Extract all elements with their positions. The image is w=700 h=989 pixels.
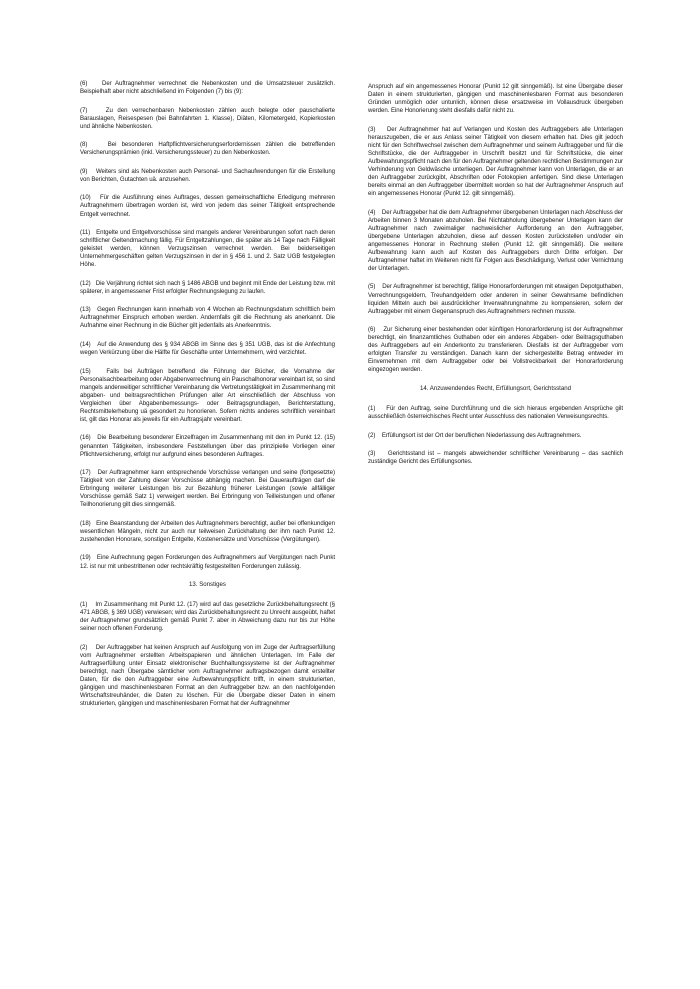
section-heading-14: 14. Anzuwendendes Recht, Erfüllungsort, Gerichtsstand [419, 384, 572, 392]
paragraph-13-5: (5) Der Auftragnehmer ist berechtigt, fällige Honorarforderungen mit etwaigen Depotguthaben, Verrechnungsgeldern, Treuhandgeldern oder anderen in seiner Gewahrsame befindlichen liquiden Mitteln auch bei ausdrücklicher Inverwahrungnahme zu kompensieren, sofern der Auftraggeber mit einem Gegenanspruch des Auftragnehmers rechnen musste. [368, 283, 623, 315]
paragraph-12-14: (14) Auf die Anwendung des § 934 ABGB im Sinne des § 351 UGB, das ist die Anfechtung wegen Verkürzung über die Hälfte für Geschäfte unter Unternehmern, wird verzichtet. [80, 341, 335, 357]
paragraph-12-16: (16) Die Bearbeitung besonderer Einzelfragen im Zusammenhang mit den im Punkt 12. (15) genannten Tätigkeiten, insbesondere Feststellungen über das prinzipielle Vorliegen einer Pflichtversicherung, erfolgt nur aufgrund eines besonderen Auftrages. [80, 434, 335, 458]
paragraph-12-11: (11) Entgelte und Entgeltvorschüsse sind mangels anderer Vereinbarungen sofort nach deren schriftlicher Geltendmachung fällig. Für Entgeltzahlungen, die später als 14 Tage nach Fälligkeit geleistet werden, können Verzugszinsen verrechnet werden. Bei beiderseitigen Unternehmergeschäften gelten Verzugszinsen in der in § 456 1. und 2. Satz UGB festgelegten Höhe. [80, 229, 335, 269]
paragraph-14-1: (1) Für den Auftrag, seine Durchführung und die sich hieraus ergebenden Ansprüche gilt ausschließlich österreichisches Recht unter Ausschluss des nationalen Verweisungsrechts. [368, 404, 623, 420]
paragraph-13-1: (1) Im Zusammenhang mit Punkt 12. (17) wird auf das gesetzliche Zurückbehaltungsrecht (§ 471 ABGB, § 369 UGB) verwiesen; wird das Zurückbehaltungsrecht zu Unrecht ausgeübt, haftet der Auftragnehmer grundsätzlich gemäß Punkt 7. aber in Abweichung dazu nur bis zur Höhe seiner noch offenen Forderung. [80, 601, 335, 633]
paragraph-14-3: (3) Gerichtsstand ist – mangels abweichender schriftlicher Vereinbarung – das sachlich zuständige Gericht des Erfüllungsortes. [368, 450, 623, 466]
paragraph-12-12: (12) Die Verjährung richtet sich nach § 1486 ABGB und beginnt mit Ende der Leistung bzw. mit späterer, in angemessener Frist erfolgter Rechnungslegung zu laufen. [80, 279, 335, 295]
paragraph-13-6: (6) Zur Sicherung einer bestehenden oder künftigen Honorarforderung ist der Auftragnehmer berechtigt, ein finanzamtliches Guthaben oder ein anderes Abgaben- oder Beitragsguthaben des Auftraggebers auf ein Anderkonto zu transferieren. Diesfalls ist der Auftraggeber vom erfolgten Transfer zu verständigen. Danach kann der sichergestellte Betrag entweder im Einvernehmen mit dem Auftraggeber oder bei Vollstreckbarkeit der Honorarforderung eingezogen werden. [368, 326, 623, 374]
paragraph-13-2-continued: Anspruch auf ein angemessenes Honorar (Punkt 12 gilt sinngemäß). Ist eine Übergabe dieser Daten in einem strukturierten, gängigen und maschinenlesbaren Format aus besonderen Gründen unmöglich oder untunlich, können diese ersatzweise im Vollausdruck übergeben werden. Eine Honorierung steht diesfalls dafür nicht zu. [368, 83, 623, 115]
paragraph-12-7: (7) Zu den verrechenbaren Nebenkosten zählen auch belegte oder pauschalierte Barauslagen, Reisespesen (bei Bahnfahrten 1. Klasse), Diäten, Kilometergeld, Kopierkosten und ähnliche Nebenkosten. [80, 106, 335, 130]
paragraph-13-4: (4) Der Auftraggeber hat die dem Auftragnehmer übergebenen Unterlagen nach Abschluss der Arbeiten binnen 3 Monaten abzuholen. Bei Nichtabholung übergebener Unterlagen kann der Auftragnehmer nach zweimaliger nachweislicher Aufforderung an den Auftraggeber, übergebene Unterlagen abzuholen, diese auf dessen Kosten zurückstellen und/oder ein angemessenes Honorar in Rechnung stellen (Punkt 12. gilt sinngemäß). Die weitere Aufbewahrung kann auch auf Kosten des Auftraggebers durch Dritte erfolgen. Der Auftragnehmer haftet im Weiteren nicht für Folgen aus Beschädigung, Verlust oder Vernichtung der Unterlagen. [368, 208, 623, 272]
paragraph-12-9: (9) Weiters sind als Nebenkosten auch Personal- und Sachaufwendungen für die Erstellung von Berichten, Gutachten uä. anzusehen. [80, 167, 335, 183]
left-column [80, 80, 335, 719]
paragraph-12-19: (19) Eine Aufrechnung gegen Forderungen des Auftragnehmers auf Vergütungen nach Punkt 12. ist nur mit unbestrittenen oder rechtskräftig festgestellten Forderungen zulässig. [80, 554, 335, 570]
paragraph-12-8: (8) Bei besonderen Haftpflichtversicherungserfordernissen zählen die betreffenden Versicherungsprämien (inkl. Versicherungssteuer) zu den Nebenkosten. [80, 141, 335, 157]
paragraph-13-2: (2) Der Auftraggeber hat keinen Anspruch auf Ausfolgung von im Zuge der Auftragserfüllung vom Auftragnehmer erstellten Arbeitspapieren und ähnlichen Unterlagen. Im Falle der Auftragserfüllung unter Einsatz elektronischer Buchhaltungssysteme ist der Auftragnehmer berechtigt, nach Übergabe sämtlicher vom Auftragnehmer auftragsbezogen damit erstellter Daten, für die den Auftraggeber eine Aufbewahrungspflicht trifft, in einem strukturierten, gängigen und maschinenlesbaren Format an den Auftraggeber bzw. an den nachfolgenden Wirtschaftstreuhänder, die Daten zu löschen. Für die Übergabe dieser Daten in einem strukturierten, gängigen und maschinenlesbaren Format hat der Auftragnehmer [80, 643, 335, 708]
paragraph-12-10: (10) Für die Ausführung eines Auftrages, dessen gemeinschaftliche Erledigung mehreren Auftragnehmern übertragen worden ist, wird von jedem das seiner Tätigkeit entsprechende Entgelt verrechnet. [80, 194, 335, 218]
paragraph-12-18: (18) Eine Beanstandung der Arbeiten des Auftragnehmers berechtigt, außer bei offenkundigen wesentlichen Mängeln, nicht zur auch nur teilweisen Zurückhaltung der ihm nach Punkt 12. zustehenden Honorare, sonstigen Entgelte, Kostenersätze und Vorschüsse (Vergütungen). [80, 519, 335, 543]
paragraph-12-17: (17) Der Auftragnehmer kann entsprechende Vorschüsse verlangen und seine (fortgesetzte) Tätigkeit von der Zahlung dieser Vorschüsse abhängig machen. Bei Daueraufträgen darf die Erbringung weiterer Leistungen bis zur Bezahlung früherer Leistungen (sowie allfälliger Vorschüsse gemäß Satz 1) verweigert werden. Bei Erbringung von Teilleistungen und offener Teilhonorierung gilt dies sinngemäß. [80, 469, 335, 509]
paragraph-14-2: (2) Erfüllungsort ist der Ort der beruflichen Niederlassung des Auftragnehmers. [368, 431, 582, 439]
paragraph-13-3: (3) Der Auftragnehmer hat auf Verlangen und Kosten des Auftraggebers alle Unterlagen herauszugeben, die er aus Anlass seiner Tätigkeit von diesem erhalten hat. Dies gilt jedoch nicht für den Schriftwechsel zwischen dem Auftragnehmer und seinem Auftraggeber und für die Schriftstücke, die der Auftraggeber in Urschrift besitzt und für Schriftstücke, die einer Aufbewahrungspflicht nach den für den Auftragnehmer geltenden rechtlichen Bestimmungen zur Verhinderung von Geldwäsche unterliegen. Der Auftragnehmer kann von Unterlagen, die er an den Auftraggeber zurückgibt, Abschriften oder Fotokopien anfertigen. Sind diese Unterlagen bereits einmal an den Auftraggeber übermittelt worden so hat der Auftragnehmer Anspruch auf ein angemessenes Honorar (Punkt 12. gilt sinngemäß). [368, 125, 623, 198]
section-heading-13: 13. Sonstiges [189, 581, 226, 589]
paragraph-12-15: (15) Falls bei Aufträgen betreffend die Führung der Bücher, die Vornahme der Personalsachbearbeitung oder Abgabenverrechnung ein Pauschalhonorar vereinbart ist, so sind mangels anderweitiger schriftlicher Vereinbarung die Vertretungstätigkeit im Zusammenhang mit abgaben- und beitragsrechtlichen Prüfungen aller Art einschließlich der Abschluss von Vergleichen über Abgabenbemessungs- oder Beitragsgrundlagen, Berichterstattung, Rechtsmittelerhebung uä gesondert zu honorieren. Sofern nichts anderes schriftlich vereinbart ist, gilt das Honorar als jeweils für ein Auftragsjahr vereinbart. [80, 367, 335, 423]
paragraph-12-6: (6) Der Auftragnehmer verrechnet die Nebenkosten und die Umsatzsteuer zusätzlich. Beispielhaft aber nicht abschließend im Folgenden (7) bis (9): [80, 80, 335, 96]
right-column [368, 83, 623, 477]
paragraph-12-13: (13) Gegen Rechnungen kann innerhalb von 4 Wochen ab Rechnungsdatum schriftlich beim Auftragnehmer Einspruch erhoben werden. Andernfalls gilt die Rechnung als anerkannt. Die Aufnahme einer Rechnung in die Bücher gilt jedenfalls als Anerkenntnis. [80, 306, 335, 330]
